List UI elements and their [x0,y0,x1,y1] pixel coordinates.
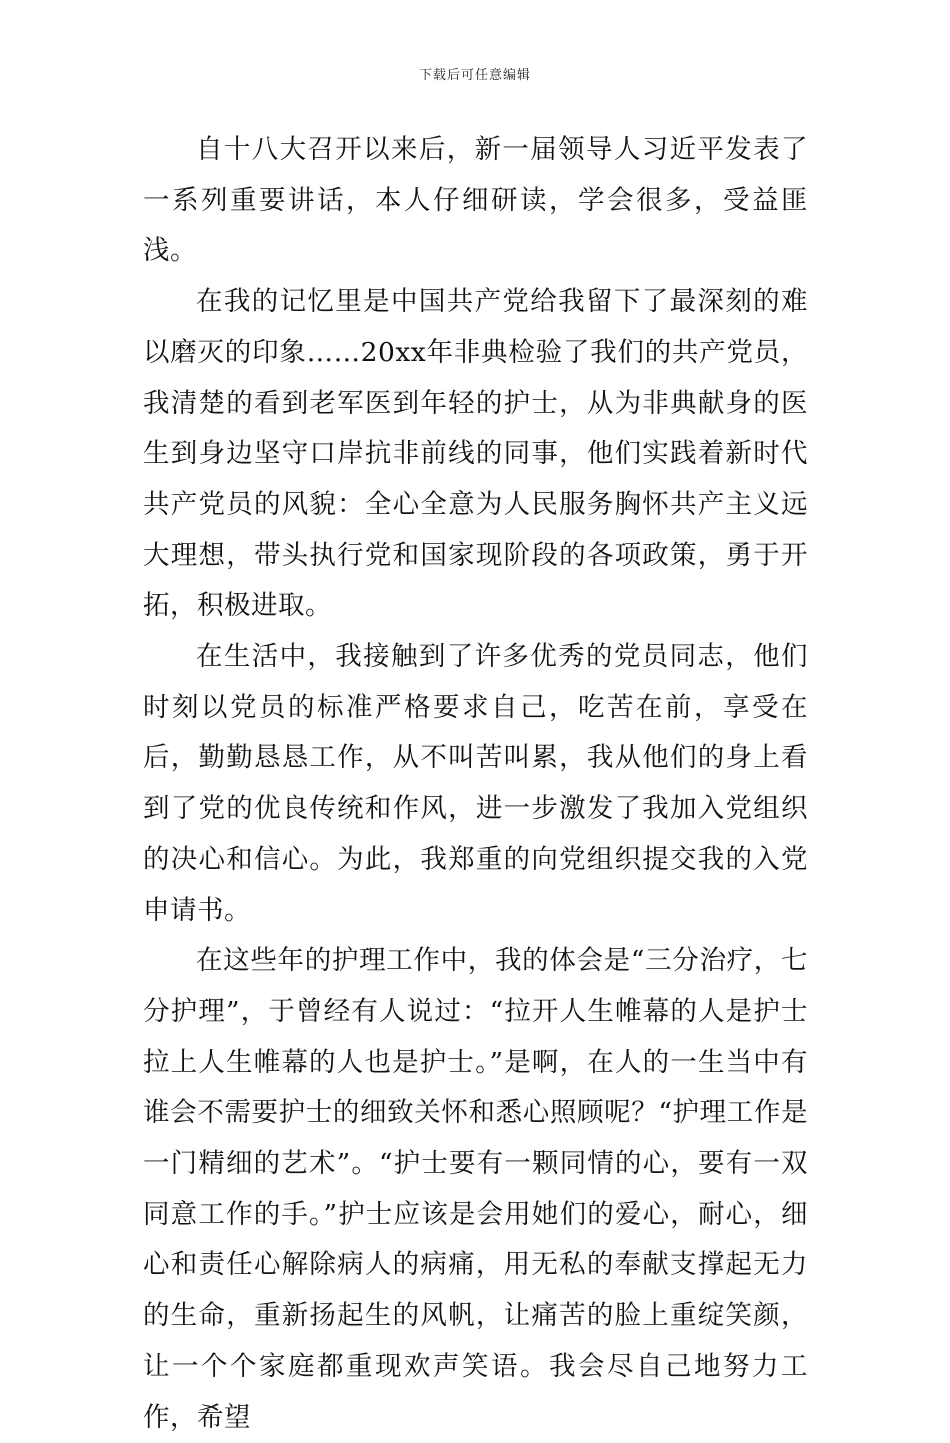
header-note: 下载后可任意编辑 [418,68,531,83]
paragraph-1: 自十八大召开以来后，新一届领导人习近平发表了一系列重要讲话，本人仔细研读，学会很多，受益匪浅。 [143,134,808,267]
paragraph-2: 在我的记忆里是中国共产党给我留下了最深刻的难以磨灭的印象……20xx年非典检验了我们的共产党员，我清楚的看到老军医到年轻的护士，从为非典献身的医生到身边坚守口岸抗非前线的同事，他们实践着新时代共产党员的风貌：全心全意为人民服务胸怀共产主义远大理想，带头执行党和国家现阶段的各项政策，勇于开拓，积极进取。 [143,286,808,622]
document-body [143,125,808,1443]
paragraph-3: 在生活中，我接触到了许多优秀的党员同志，他们时刻以党员的标准严格要求自己，吃苦在前，享受在后，勤勤恳恳工作，从不叫苦叫累，我从他们的身上看到了党的优良传统和作风，进一步激发了我加入党组织的决心和信心。为此，我郑重的向党组织提交我的入党申请书。 [143,641,808,926]
paragraph-4: 在这些年的护理工作中，我的体会是“三分治疗，七分护理”，于曾经有人说过：“拉开人生帷幕的人是护士拉上人生帷幕的人也是护士。”是啊，在人的一生当中有谁会不需要护士的细致关怀和悉心照顾呢？“护理工作是一门精细的艺术”。“护士要有一颗同情的心，要有一双同意工作的手。”护士应该是会用她们的爱心，耐心，细心和责任心解除病人的病痛，用无私的奉献支撑起无力的生命，重新扬起生的风帆，让痛苦的脸上重绽笑颜，让一个个家庭都重现欢声笑语。我会尽自己地努力工作，希望 [143,945,808,1433]
